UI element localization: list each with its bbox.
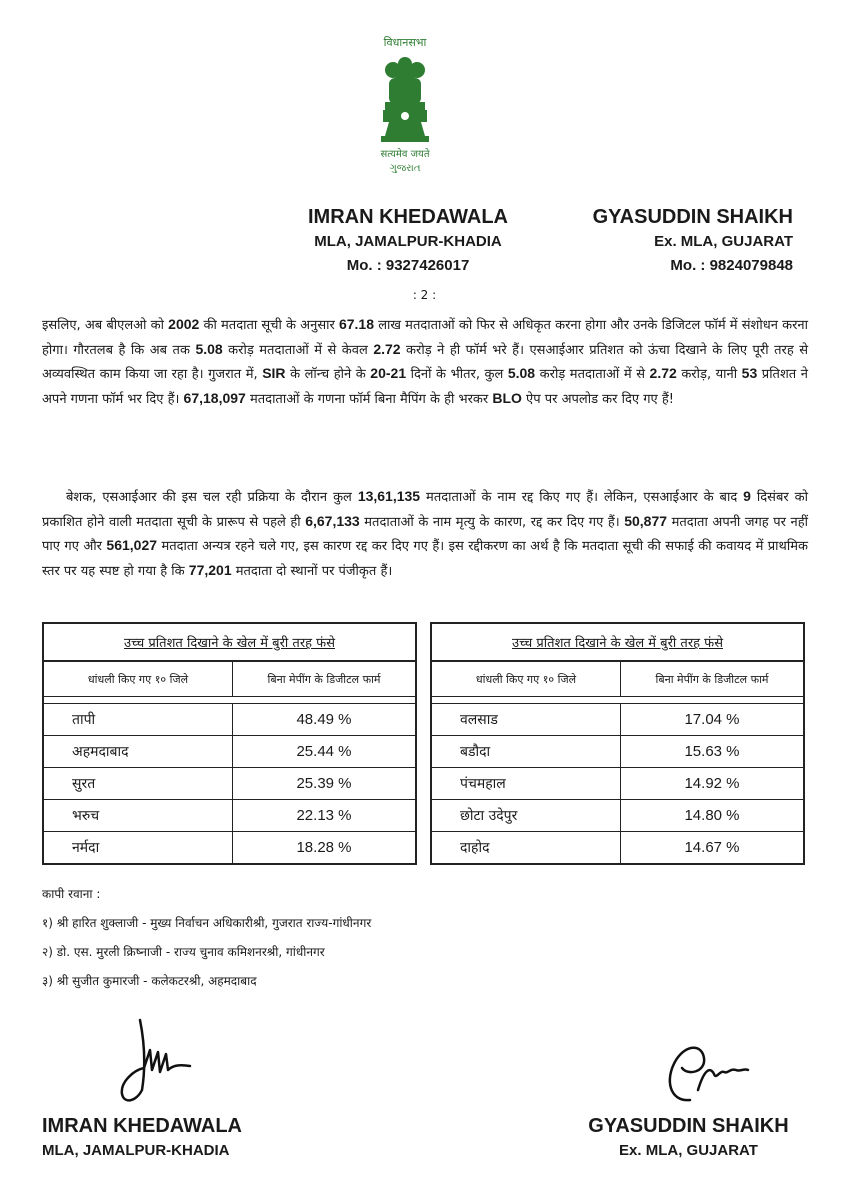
emblem-motto: सत्यमेव जयते xyxy=(380,149,430,160)
header-left-designation: MLA, JAMALPUR-KHADIA xyxy=(314,233,502,250)
footer-right-designation: Ex. MLA, GUJARAT xyxy=(619,1142,758,1159)
signature-right-icon xyxy=(650,1030,760,1110)
table-row: बडौदा 15.63 % xyxy=(431,736,804,768)
emblem-top-text: विधानसभा xyxy=(383,36,427,49)
table-row: सुरत 25.39 % xyxy=(43,768,416,800)
header-right-mobile: Mo. : 9824079848 xyxy=(670,257,793,274)
table-header-value: बिना मेपींग के डिजीटल फार्म xyxy=(621,661,805,697)
table-row: दाहोद 14.67 % xyxy=(431,832,804,865)
emblem-state: ગુજરાત xyxy=(389,163,421,174)
table-row: भरुच 22.13 % xyxy=(43,800,416,832)
table-title: उच्च प्रतिशत दिखाने के खेल में बुरी तरह फंसे xyxy=(43,623,416,661)
header-right xyxy=(548,204,793,278)
header-right-name: GYASUDDIN SHAIKH xyxy=(592,206,793,228)
emblem-block xyxy=(355,35,455,176)
paragraph-2: बेशक, एसआईआर की इस चल रही प्रक्रिया के दौरान कुल 13,61,135 मतदाताओं के नाम रद्द किए गए हैं। लेकिन, एसआईआर के बाद 9 दिसंबर को प्रकाशित होने वाली मतदाता सूची के प्रारूप से पहले ही 6,67,133 मतदाताओं के नाम मृत्यु के कारण, रद्द कर दिए गए हैं। 50,877 मतदाता अपनी जगह पर नहीं पाए गए और 561,027 मतदाता अन्यत्र रहने चले गए, इस कारण रद्द कर दिए गए हैं। इस रद्दीकरण का अर्थ है कि मतदाता सूची की सफाई की कवायद में प्राथमिक स्तर पर यह स्पष्ट हो गया है कि 77,201 मतदाता दो स्थानों पर पंजीकृत हैं। xyxy=(42,488,809,579)
table-row: अहमदाबाद 25.44 % xyxy=(43,736,416,768)
table-row: वलसाड 17.04 % xyxy=(431,704,804,736)
table-title: उच्च प्रतिशत दिखाने के खेल में बुरी तरह फंसे xyxy=(431,623,804,661)
header-right-designation: Ex. MLA, GUJARAT xyxy=(654,233,793,250)
footer-left-designation: MLA, JAMALPUR-KHADIA xyxy=(42,1142,230,1159)
copy-to-heading: कापी रवाना : xyxy=(42,887,101,901)
table-row: छोटा उदेपुर 14.80 % xyxy=(431,800,804,832)
paragraph-1: इसलिए, अब बीएलओ को 2002 की मतदाता सूची के अनुसार 67.18 लाख मतदाताओं को फिर से अधिकृत करना होगा और उनके डिजिटल फॉर्म में संशोधन करना होगा। गौरतलब है कि अब तक 5.08 करोड़ मतदाताओं में से केवल 2.72 करोड़ ने ही फॉर्म भरे हैं। एसआईआर प्रतिशत को ऊंचा दिखाने के लिए पूरी तरह से अव्यवस्थित काम किया जा रहा है। गुजरात में, SIR के लॉन्च होने के 20-21 दिनों के भीतर, कुल 5.08 करोड़ मतदाताओं में से 2.72 करोड़, यानी 53 प्रतिशत ने अपने गणना फॉर्म भर दिए हैं। 67,18,097 मतदाताओं के गणना फॉर्म बिना मैपिंग के ही भरकर BLO ऐप पर अपलोड कर दिए गए हैं! xyxy=(42,316,808,407)
header-left-name: IMRAN KHEDAWALA xyxy=(308,206,508,228)
district-table-left xyxy=(42,622,417,865)
table-header-district: धांधली किए गए १० जिले xyxy=(431,661,621,697)
lion-capital-emblem-icon xyxy=(375,54,435,146)
district-table-right xyxy=(430,622,805,865)
table-header-district: धांधली किए गए १० जिले xyxy=(43,661,233,697)
table-row: पंचमहाल 14.92 % xyxy=(431,768,804,800)
header-left-mobile: Mo. : 9327426017 xyxy=(346,257,470,274)
list-item: २) डो. एस. मुरली क्रिष्नाजी - राज्य चुनाव कमिशनरश्री, गांधीनगर xyxy=(42,945,325,959)
footer-right-name: GYASUDDIN SHAIKH xyxy=(588,1115,789,1137)
footer-left-name: IMRAN KHEDAWALA xyxy=(42,1115,242,1137)
copy-to-list xyxy=(42,880,371,996)
footer-left xyxy=(42,1112,242,1162)
list-item: १) श्री हारित शुक्लाजी - मुख्य निर्वाचन अधिकारीश्री, गुजरात राज्य-गांधीनगर xyxy=(42,916,372,930)
table-header-value: बिना मेपींग के डिजीटल फार्म xyxy=(233,661,417,697)
page-number: : 2 : xyxy=(412,288,437,302)
table-row: तापी 48.49 % xyxy=(43,704,416,736)
list-item: ३) श्री सुजीत कुमारजी - कलेकटरश्री, अहमदाबाद xyxy=(42,974,257,988)
signature-left-icon xyxy=(100,1010,230,1110)
footer-right xyxy=(560,1112,817,1162)
table-row: नर्मदा 18.28 % xyxy=(43,832,416,865)
header-left xyxy=(288,204,528,278)
